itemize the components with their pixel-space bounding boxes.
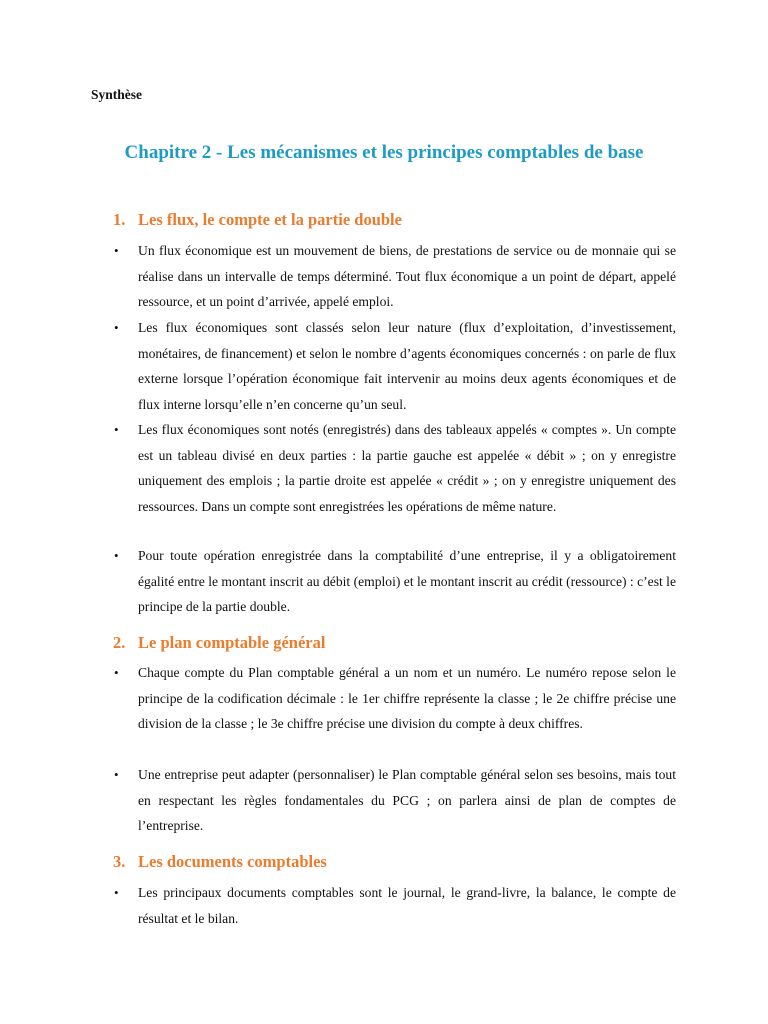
list-item-text: Les principaux documents comptables sont le journal, le grand-livre, la balance, le compte de résultat et le bilan. [138, 885, 676, 926]
list-item [114, 660, 676, 737]
running-head: Synthèse [91, 87, 143, 102]
list-item [114, 315, 676, 417]
bullet-icon: • [114, 320, 119, 335]
section-title: Les flux, le compte et la partie double [138, 210, 402, 229]
list-item [114, 880, 676, 931]
section-heading-3 [113, 851, 327, 873]
list-item [114, 238, 676, 315]
section-number: 2. [113, 633, 126, 652]
list-item-text: Les flux économiques sont notés (enregistrés) dans des tableaux appelés « comptes ». Un compte est un tableau divisé en deux parties : la partie gauche est appelée « débit » ; on y enregistre uniquement des emplois ; la partie droite est appelée « crédit » ; on y enregistre uniquement des ressources. Dans un compte sont enregistrées les opérations de même nature. [138, 422, 676, 514]
bullet-icon: • [114, 548, 119, 563]
bullet-icon: • [114, 243, 119, 258]
bullet-icon: • [114, 665, 119, 680]
section-number: 3. [113, 852, 126, 871]
list-item-text: Chaque compte du Plan comptable général a un nom et un numéro. Le numéro repose selon le principe de la codification décimale : le 1er chiffre représente la classe ; le 2e chiffre précise une division de la classe ; le 3e chiffre précise une division du compte à deux chiffres. [138, 665, 676, 731]
list-item [114, 417, 676, 519]
section-number: 1. [113, 210, 126, 229]
bullet-icon: • [114, 767, 119, 782]
bullet-icon: • [114, 422, 119, 437]
list-item-text: Une entreprise peut adapter (personnaliser) le Plan comptable général selon ses besoins, mais tout en respectant les règles fondamentales du PCG ; on parlera ainsi de plan de comptes de l’entreprise. [138, 767, 676, 833]
list-item [114, 543, 676, 620]
chapter-title: Chapitre 2 - Les mécanismes et les principes comptables de base [124, 142, 644, 163]
list-item-text: Les flux économiques sont classés selon leur nature (flux d’exploitation, d’investissement, monétaires, de financement) et selon le nombre d’agents économiques concernés : on parle de flux externe lorsque l’opération économique fait intervenir au moins deux agents économiques et de flux interne lorsqu’elle n’en concerne qu’un seul. [138, 320, 676, 412]
bullet-icon: • [114, 885, 119, 900]
list-item [114, 762, 676, 839]
section-heading-2 [113, 632, 325, 654]
section-title: Le plan comptable général [138, 633, 326, 652]
section-title: Les documents comptables [138, 852, 327, 871]
list-item-text: Pour toute opération enregistrée dans la comptabilité d’une entreprise, il y a obligatoirement égalité entre le montant inscrit au débit (emploi) et le montant inscrit au crédit (ressource) : c’est le principe de la partie double. [138, 548, 676, 614]
list-item-text: Un flux économique est un mouvement de biens, de prestations de service ou de monnaie qui se réalise dans un intervalle de temps déterminé. Tout flux économique a un point de départ, appelé ressource, et un point d’arrivée, appelé emploi. [138, 243, 676, 309]
section-heading-1 [113, 209, 402, 231]
